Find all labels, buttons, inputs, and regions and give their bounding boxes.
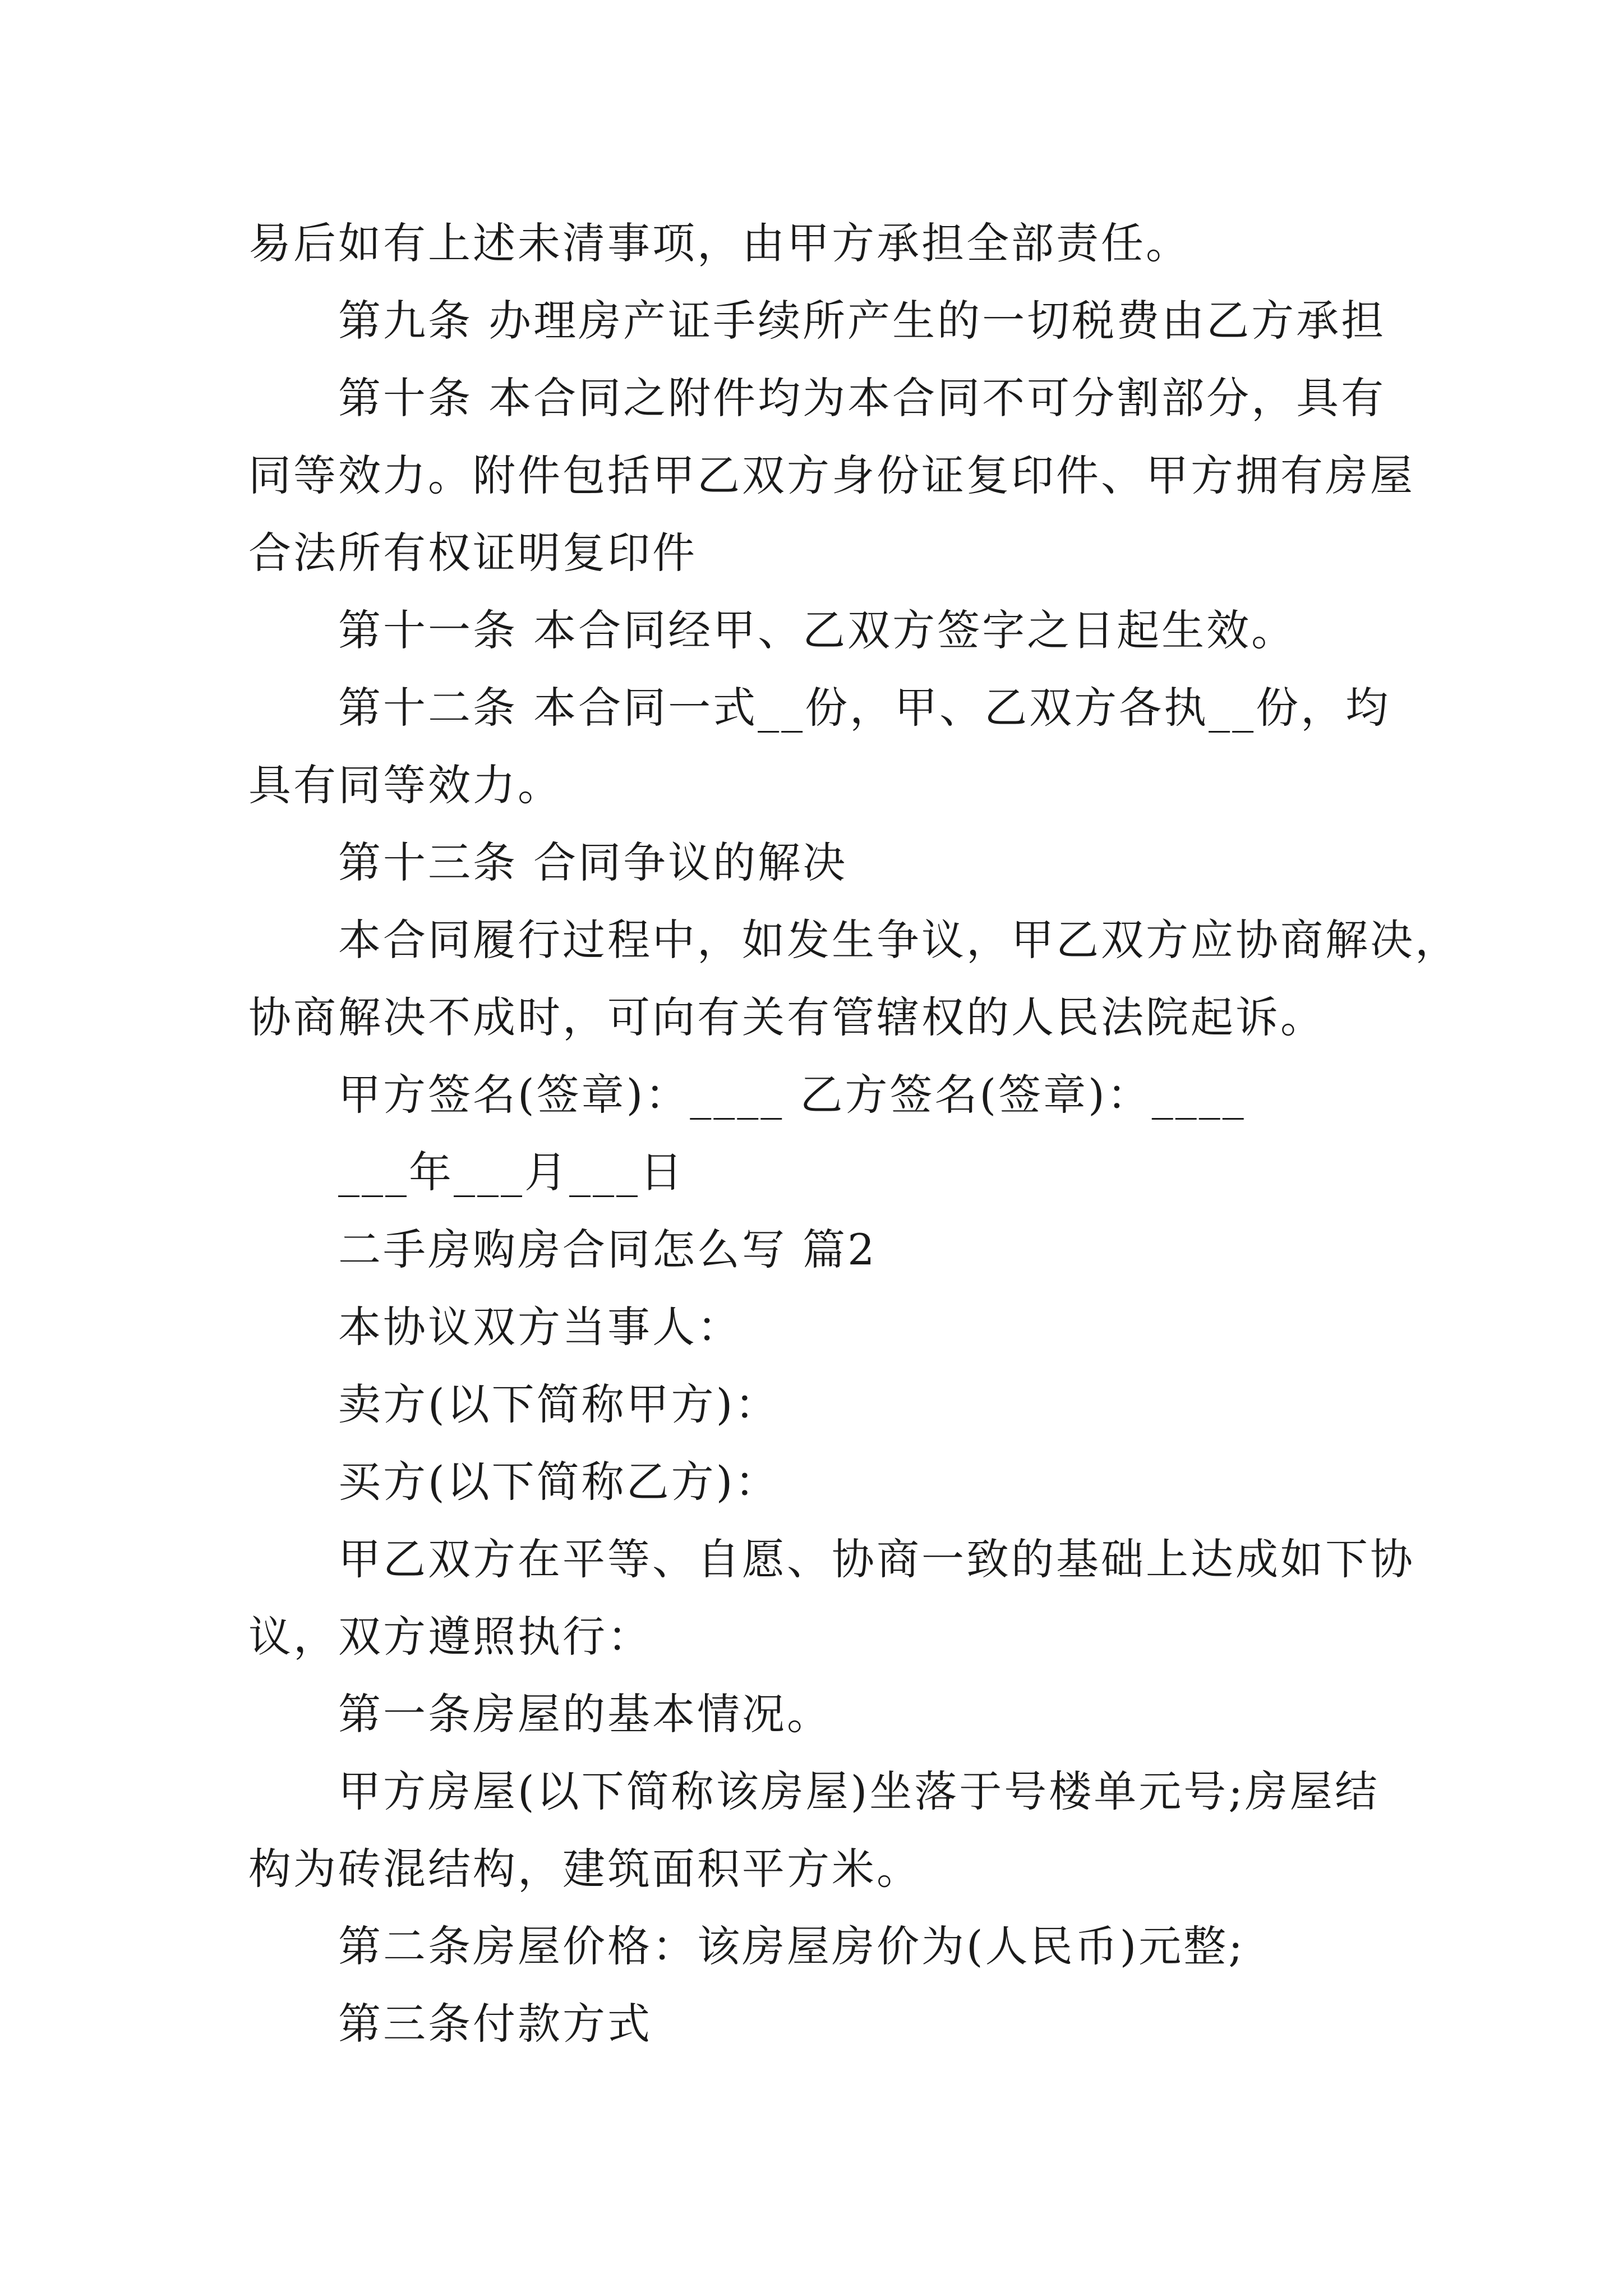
- text-line: 第十三条 合同争议的解决: [338, 838, 848, 887]
- text-line: ___年___月___日: [338, 1147, 685, 1197]
- article-11: [248, 592, 1381, 669]
- agreement-intro: [248, 1521, 1415, 1676]
- article-13: [248, 824, 1381, 901]
- text-line: 二手房购房合同怎么写 篇2: [338, 1225, 877, 1274]
- seller-line: [248, 1366, 1381, 1443]
- house-details: [248, 1753, 1381, 1908]
- article-3: [248, 1985, 1381, 2063]
- article-10: [248, 360, 1415, 592]
- text-line: 买方(以下简称乙方)：: [338, 1457, 780, 1507]
- text-line: 甲方房屋(以下简称该房屋)坐落于号楼单元号;房屋结: [338, 1766, 1380, 1816]
- article-9: [248, 282, 1386, 360]
- paragraph-continuation: [248, 205, 1381, 282]
- date-line: [248, 1134, 1381, 1211]
- text-line: 本协议双方当事人：: [338, 1302, 742, 1352]
- text-line: 卖方(以下简称甲方)：: [338, 1379, 780, 1429]
- text-line: 本合同履行过程中，如发生争议，甲乙双方应协商解决，: [338, 915, 1460, 965]
- section-heading: [248, 1211, 1381, 1289]
- text-line: 易后如有上述未清事项，由甲方承担全部责任。: [248, 218, 1191, 268]
- article-12: [248, 669, 1391, 824]
- text-line: 具有同等效力。: [248, 760, 562, 810]
- text-line: 合法所有权证明复印件: [248, 528, 697, 578]
- text-line: 第十条 本合同之附件均为本合同不可分割部分，具有: [338, 373, 1386, 423]
- text-line: 构为砖混结构，建筑面积平方米。: [248, 1844, 921, 1894]
- text-line: 同等效力。附件包括甲乙双方身份证复印件、甲方拥有房屋: [248, 450, 1415, 500]
- dispute-resolution: [248, 901, 1460, 1056]
- text-line: 第九条 办理房产证手续所产生的一切税费由乙方承担: [338, 296, 1386, 346]
- text-line: 协商解决不成时，可向有关有管辖权的人民法院起诉。: [248, 992, 1325, 1042]
- parties-intro: [248, 1289, 1381, 1366]
- text-line: 第十二条 本合同一式__份，甲、乙双方各执__份，均: [338, 683, 1391, 733]
- signature-line: [248, 1056, 1381, 1134]
- text-line: 甲方签名(签章)：____ 乙方签名(签章)：____: [338, 1070, 1246, 1120]
- text-line: 第十一条 本合同经甲、乙双方签字之日起生效。: [338, 605, 1297, 655]
- document-body: [248, 205, 1460, 2063]
- text-line: 第二条房屋价格：该房屋房价为(人民币)元整;: [338, 1921, 1245, 1971]
- text-line: 议，双方遵照执行：: [248, 1612, 652, 1662]
- article-2: [248, 1908, 1381, 1985]
- article-1: [248, 1676, 1381, 1753]
- text-line: 第三条付款方式: [338, 1999, 652, 2049]
- text-line: 甲乙双方在平等、自愿、协商一致的基础上达成如下协: [338, 1534, 1415, 1584]
- text-line: 第一条房屋的基本情况。: [338, 1689, 832, 1739]
- buyer-line: [248, 1443, 1381, 1521]
